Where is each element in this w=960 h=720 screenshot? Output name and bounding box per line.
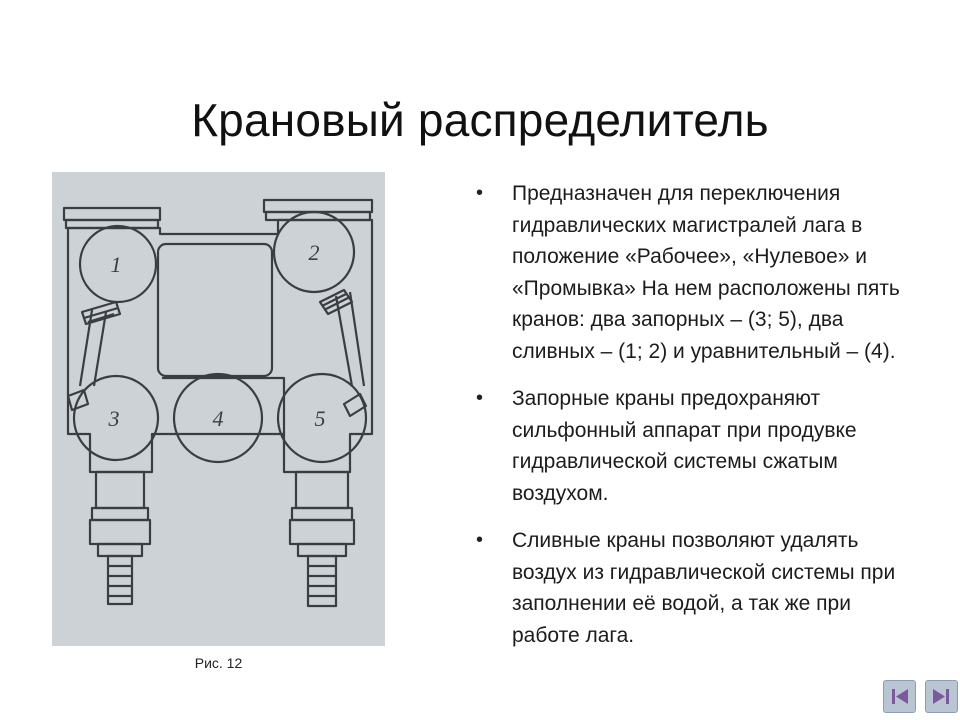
valve-label-3: 3 (108, 406, 120, 431)
previous-slide-button[interactable] (883, 680, 916, 713)
bullet-item (476, 178, 916, 367)
bullet-item (476, 525, 916, 651)
bullet-text: Предназначен для переключения гидравлических магистралей лага в положение «Рабочее», «Нулевое» и «Промывка» На нем расположены пять кранов: два запорных – (3; 5), два сливных – (1; 2) и уравнительный – (4). (512, 182, 900, 363)
valve-label-5: 5 (314, 406, 326, 431)
bullet-text: Запорные краны предохраняют сильфонный аппарат при продувке гидравлической системы сжатым воздухом. (512, 387, 857, 505)
next-slide-button[interactable] (925, 680, 958, 713)
bullet-list (476, 178, 916, 667)
next-slide-icon (926, 681, 957, 712)
slide-title: Крановый распределитель (191, 93, 769, 146)
bullet-marker: • (476, 387, 484, 409)
figure-caption: Рис. 12 (194, 655, 243, 671)
valve-label-1: 1 (110, 252, 122, 277)
bullet-marker: • (476, 182, 484, 204)
bullet-marker: • (476, 529, 484, 551)
previous-slide-icon (884, 681, 915, 712)
valve-label-2: 2 (308, 240, 320, 265)
bullet-item (476, 383, 916, 509)
bullet-text: Сливные краны позволяют удалять воздух из гидравлической системы при заполнении её водой, а так же при работе лага. (512, 529, 896, 647)
valve-diagram-drawing (52, 172, 385, 646)
valve-label-4: 4 (212, 406, 224, 431)
valve-diagram-figure (52, 172, 385, 646)
